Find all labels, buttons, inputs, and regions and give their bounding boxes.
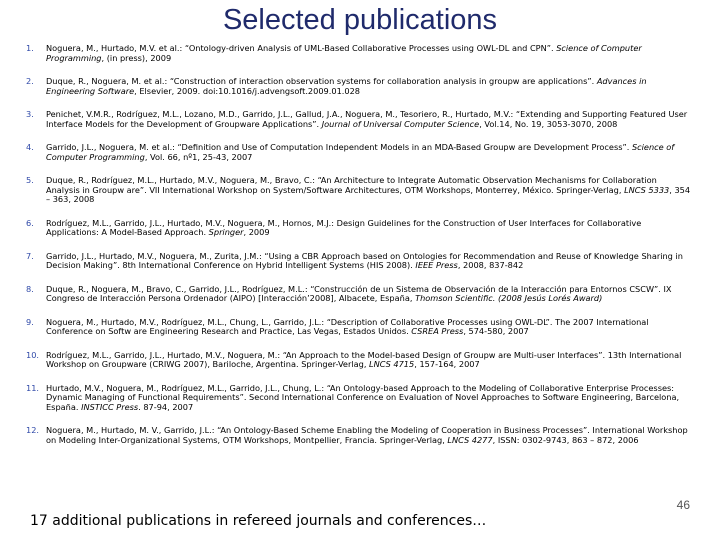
footer-note: 17 additional publications in refereed journals and conferences… <box>30 513 487 529</box>
publication-list <box>26 44 692 459</box>
publication-details: , 2008, 837-842 <box>457 260 524 270</box>
publication-number: 3. <box>26 109 34 119</box>
publication-citation: Garrido, J.L., Noguera, M. et al.: “Definition and Use of Computation Independent Models in an MDA-Based Groupw are Development Process”. <box>46 142 632 152</box>
publication-citation: Penichet, V.M.R., Rodríguez, M.L., Lozano, M.D., Garrido, J.L., Gallud, J.A., Noguera, M., Tesoriero, R., Hurtado, M.V.: “Extending and Supporting Featured User Interface Models for the Development of Groupware Applications”. <box>46 109 688 129</box>
publication-number: 9. <box>26 316 34 327</box>
publication-details: . 87-94, 2007 <box>138 401 194 412</box>
publication-venue: LNCS 5333 <box>624 184 670 195</box>
publication-number: 2. <box>26 76 34 86</box>
publication-venue: Thomson Scientific. (2008 Jesús Lorés Award) <box>415 293 603 303</box>
publication-venue: Science of Computer Programming <box>46 142 675 162</box>
publication-item <box>26 110 692 129</box>
publication-venue: IEEE Press <box>415 260 458 270</box>
publication-item <box>26 252 692 271</box>
publication-venue: Advances in Engineering Software <box>46 76 647 96</box>
publication-number: 6. <box>26 217 34 228</box>
publication-item <box>26 384 692 413</box>
publication-item <box>26 176 692 205</box>
publication-details: , Vol.14, No. 19, 3053-3070, 2008 <box>479 118 618 129</box>
publication-number: 10. <box>26 349 40 360</box>
publication-number: 7. <box>26 250 34 261</box>
page-title: Selected publications <box>222 4 498 36</box>
publication-item <box>26 318 692 337</box>
publication-citation: Duque, R., Rodríguez, M.L., Hurtado, M.V., Noguera, M., Bravo, C.: “An Architecture to Integrate Automatic Observation Mechanisms for Collaboration Analysis in Groupw are”. VII International Workshop on System/Software Architectures, OTM Workshops, Monterrey, México. Springer-Verlag, <box>46 175 657 195</box>
publication-item <box>26 143 692 162</box>
publication-citation: Duque, R., Noguera, M. et al.: “Construction of interaction observation systems for collaboration analysis in groupw are applications”. <box>46 76 597 86</box>
publication-venue: Science of Computer Programming <box>46 43 642 63</box>
publication-citation: Duque, R., Noguera, M., Bravo, C., Garrido, J.L., Rodríguez, M.L.: “Construcción de un Sistema de Observación de la Interacción para Entornos CSCW”. IX Congreso de Interacción Persona Ordenador (AIPO) [Interacción’2008], Albacete, España, <box>46 283 672 303</box>
publication-venue: LNCS 4277 <box>447 434 493 445</box>
publication-venue: INSTICC Press <box>81 401 139 412</box>
publication-details: , Elsevier, 2009. doi:10.1016/j.advengsoft.2009.01.028 <box>134 85 361 96</box>
publication-item <box>26 44 692 63</box>
publication-venue: Springer <box>208 227 244 237</box>
publication-citation: Noguera, M., Hurtado, M. V., Garrido, J.L.: “An Ontology-Based Scheme Enabling the Modeling of Cooperation in Business Processes”. International Workshop on Modeling Inter-Organizational Systems, OTM Workshops, Montpellier, Francia. Springer-Verlag, <box>46 425 688 445</box>
publication-citation: Rodríguez, M.L., Garrido, J.L., Hurtado, M.V., Noguera, M., Hornos, M.J.: Design Guidelines for the Construction of User Interfaces for Collaborative Applications: A Model-Based Approach. <box>46 217 642 237</box>
publication-details: , 157-164, 2007 <box>414 359 480 369</box>
publication-citation: Garrido, J.L., Hurtado, M.V., Noguera, M., Zurita, J.M.: “Using a CBR Approach based on Ontologies for Recommendation and Reuse of Knowledge Sharing in Decision Making”. 8th International Conference on Hybrid Intelligent Systems (HIS 2008). <box>46 250 683 270</box>
publication-citation: Rodríguez, M.L., Garrido, J.L., Hurtado, M.V., Noguera, M.: “An Approach to the Model-based Design of Groupw are Multi-user Interfaces”. 13th International Workshop on Groupware (CRIWG 2007), Bariloche, Argentina. Springer-Verlag, <box>46 349 682 369</box>
publication-venue: LNCS 4715 <box>369 359 415 369</box>
publication-citation: Hurtado, M.V., Noguera, M., Rodríguez, M.L., Garrido, J.L., Chung, L.: “An Ontology-based Approach to the Modeling of Collaborative Enterprise Processes: Dynamic Managing of Functional Requirements”. Second International Conference on Evaluation of Novel Approaches to Software Engineering, Barcelona, España. <box>46 382 680 412</box>
publication-venue: CSREA Press <box>411 326 464 336</box>
publication-number: 4. <box>26 142 34 152</box>
publication-number: 1. <box>26 43 34 53</box>
page-number: 46 <box>676 498 690 512</box>
publication-item <box>26 426 692 445</box>
publication-details: , Vol. 66, nº1, 25-43, 2007 <box>144 151 253 162</box>
publication-number: 5. <box>26 175 34 185</box>
publication-item <box>26 285 692 304</box>
publication-number: 12. <box>26 425 40 435</box>
publication-details: , 354 – 363, 2008 <box>46 184 691 204</box>
publication-item <box>26 351 692 370</box>
publication-details: , 2009 <box>243 227 270 237</box>
publication-details: , 574-580, 2007 <box>463 326 529 336</box>
publication-item <box>26 77 692 96</box>
publication-venue: Journal of Universal Computer Science <box>321 118 480 129</box>
publication-item <box>26 219 692 238</box>
publication-details: , ISSN: 0302-9743, 863 – 872, 2006 <box>492 434 639 445</box>
publication-number: 8. <box>26 283 34 294</box>
publication-citation: Noguera, M., Hurtado, M.V. et al.: “Ontology-driven Analysis of UML-Based Collaborative Processes using OWL-DL and CPN”. <box>46 43 557 53</box>
publication-details: , (in press), 2009 <box>101 52 172 63</box>
publication-number: 11. <box>26 382 40 393</box>
publication-citation: Noguera, M., Hurtado, M.V., Rodríguez, M.L., Chung, L., Garrido, J.L.: “Description of Collaborative Processes using OWL-DL”. The 2007 International Conference on Softw are Engineering Research and Practice, Las Vegas, Estados Unidos. <box>46 316 649 336</box>
